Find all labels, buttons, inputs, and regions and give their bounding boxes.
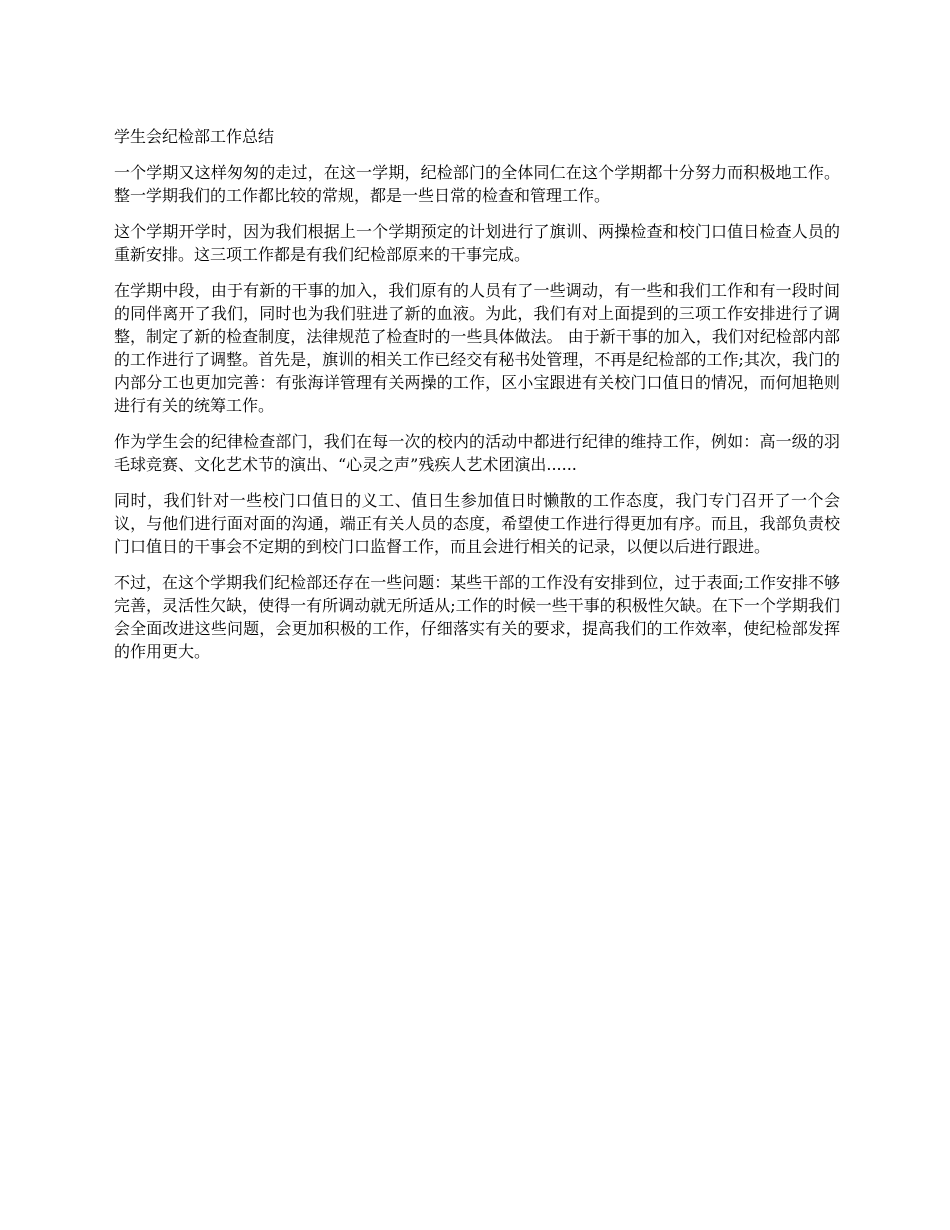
document-title: 学生会纪检部工作总结 xyxy=(114,127,275,146)
paragraph-mid-semester: 在学期中段，由于有新的干事的加入，我们原有的人员有了一些调动，有一些和我们工作和有一段时间的同伴离开了我们，同时也为我们驻进了新的血液。为此，我们有对上面提到的三项工作安排进行了调整，制定了新的检查制度，法律规范了检查时的一些具体做法。 由于新干事的加入，我们对纪检部内部的工作进行了调整。首先是，旗训的相关工作已经交有秘书处管理，不再是纪检部的工作;其次，我门的内部分工也更加完善：有张海详管理有关两操的工作，区小宝跟进有关校门口值日的情况，而何旭艳则进行有关的统筹工作。 xyxy=(114,281,840,415)
paragraph-discipline-activities: 作为学生会的纪律检查部门，我们在每一次的校内的活动中都进行纪律的维持工作，例如：高一级的羽毛球竞赛、文化艺术节的演出、“心灵之声”残疾人艺术团演出...... xyxy=(114,432,840,474)
document-body xyxy=(114,125,840,676)
paragraph-intro: 一个学期又这样匆匆的走过，在这一学期，纪检部门的全体同仁在这个学期都十分努力而积极地工作。整一学期我们的工作都比较的常规，都是一些日常的检查和管理工作。 xyxy=(114,163,840,205)
paragraph-gate-duty: 同时，我们针对一些校门口值日的义工、值日生参加值日时懒散的工作态度，我门专门召开了一个会议，与他们进行面对面的沟通，端正有关人员的态度，希望使工作进行得更加有序。而且，我部负责校门口值日的干事会不定期的到校门口监督工作，而且会进行相关的记录，以便以后进行跟进。 xyxy=(114,491,840,556)
paragraph-problems: 不过，在这个学期我们纪检部还存在一些问题：某些干部的工作没有安排到位，过于表面;工作安排不够完善，灵活性欠缺，使得一有所调动就无所适从;工作的时候一些干事的积极性欠缺。在下一个学期我们会全面改进这些问题，会更加积极的工作，仔细落实有关的要求，提高我们的工作效率，使纪检部发挥的作用更大。 xyxy=(114,573,840,661)
paragraph-semester-start: 这个学期开学时，因为我们根据上一个学期预定的计划进行了旗训、两操检查和校门口值日检查人员的重新安排。这三项工作都是有我们纪检部原来的干事完成。 xyxy=(114,222,840,264)
